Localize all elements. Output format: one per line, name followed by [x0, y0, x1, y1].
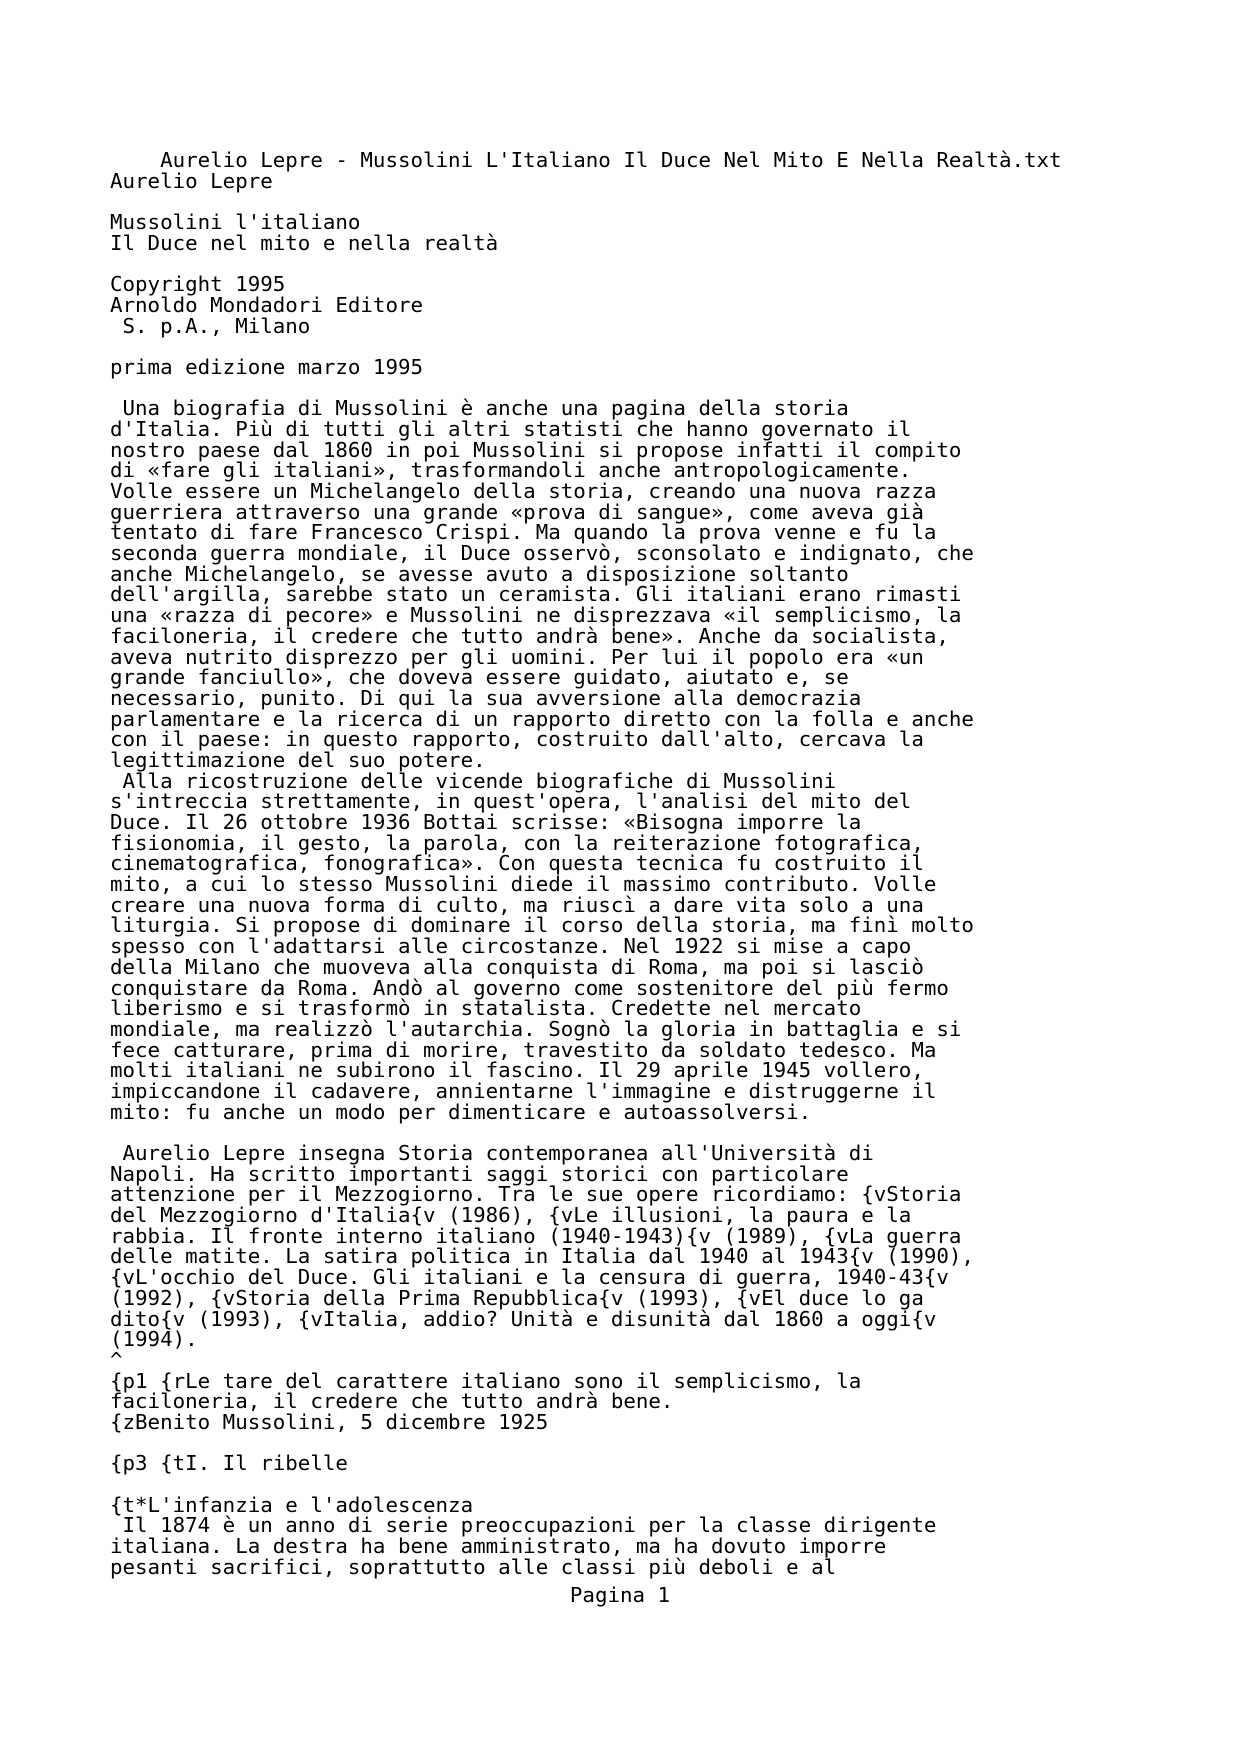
text-line: parlamentare e la ricerca di un rapporto diretto con la folla e anche	[110, 706, 974, 731]
text-line: {p3 {tI. Il ribelle	[110, 1451, 348, 1476]
text-line: creare una nuova forma di culto, ma riuscì a dare vita solo a una	[110, 892, 924, 917]
text-line: impiccandone il cadavere, annientarne l'immagine e distruggerne il	[110, 1078, 937, 1103]
text-line: Napoli. Ha scritto importanti saggi storici con particolare	[110, 1161, 849, 1186]
text-line: faciloneria, il credere che tutto andrà bene.	[110, 1389, 674, 1414]
text-line: d'Italia. Più di tutti gli altri statisti che hanno governato il	[110, 416, 912, 441]
text-line: Il 1874 è un anno di serie preoccupazioni per la classe dirigente	[110, 1513, 937, 1538]
text-line: prima edizione marzo 1995	[110, 354, 424, 379]
text-line: una «razza di pecore» e Mussolini ne disprezzava «il semplicismo, la	[110, 603, 962, 628]
text-line: necessario, punito. Di qui la sua avversione alla democrazia	[110, 685, 862, 710]
text-line: con il paese: in questo rapporto, costruito dall'alto, cercava la	[110, 727, 924, 752]
text-line: di «fare gli italiani», trasformandoli anche antropologicamente.	[110, 458, 912, 483]
text-line: guerriera attraverso una grande «prova di sangue», come aveva già	[110, 499, 924, 524]
text-line	[110, 378, 1062, 399]
text-line: Una biografia di Mussolini è anche una pagina della storia	[110, 396, 849, 421]
text-line: {zBenito Mussolini, 5 dicembre 1925	[110, 1409, 549, 1434]
text-line: seconda guerra mondiale, il Duce osservò, sconsolato e indignato, che	[110, 541, 974, 566]
text-line: tentato di fare Francesco Crispi. Ma quando la prova venne e fu la	[110, 520, 937, 545]
text-line: Copyright 1995	[110, 272, 286, 297]
text-line: molti italiani ne subirono il fascino. Il 29 aprile 1945 vollero,	[110, 1058, 924, 1083]
page-number: Pagina 1	[569, 1583, 671, 1607]
text-line: attenzione per il Mezzogiorno. Tra le sue opere ricordiamo: {vStoria	[110, 1182, 962, 1207]
text-line: Aurelio Lepre	[110, 168, 273, 193]
text-line	[110, 253, 1062, 274]
text-line: dell'argilla, sarebbe stato un ceramista. Gli italiani erano rimasti	[110, 582, 962, 607]
text-line: s'intreccia strettamente, in quest'opera, l'analisi del mito del	[110, 789, 912, 814]
document-text	[110, 150, 1062, 1577]
text-line: Aurelio Lepre - Mussolini L'Italiano Il Duce Nel Mito E Nella Realtà.txt	[110, 148, 1062, 172]
text-line: Alla ricostruzione delle vicende biografiche di Mussolini	[110, 768, 837, 793]
text-line: grande fanciullo», che doveva essere guidato, aiutato e, se	[110, 665, 849, 690]
text-line: mito, a cui lo stesso Mussolini diede il massimo contributo. Volle	[110, 872, 937, 897]
text-line: conquistare da Roma. Andò al governo come sostenitore del più fermo	[110, 975, 949, 1000]
text-line: (1992), {vStoria della Prima Repubblica{v (1993), {vEl duce lo ga	[110, 1285, 924, 1310]
text-line: {t*L'infanzia e l'adolescenza	[110, 1492, 474, 1517]
text-line: liberismo e si trasformò in statalista. Credette nel mercato	[110, 996, 862, 1021]
text-line: liturgia. Si propose di dominare il corso della storia, ma finì molto	[110, 913, 974, 938]
text-line: cinematografica, fonografica». Con questa tecnica fu costruito il	[110, 851, 924, 876]
text-line: italiana. La destra ha bene amministrato, ma ha dovuto imporre	[110, 1534, 887, 1559]
text-line: nostro paese dal 1860 in poi Mussolini si propose infatti il compito	[110, 437, 962, 462]
text-line: dito{v (1993), {vItalia, addio? Unità e disunità dal 1860 a oggi{v	[110, 1306, 937, 1331]
text-line: fisionomia, il gesto, la parola, con la reiterazione fotografica,	[110, 830, 924, 855]
text-line: Duce. Il 26 ottobre 1936 Bottai scrisse: «Bisogna imporre la	[110, 810, 862, 834]
text-line: {p1 {rLe tare del carattere italiano sono il semplicismo, la	[110, 1368, 862, 1393]
text-line: (1994).	[110, 1327, 198, 1352]
text-line: spesso con l'adattarsi alle circostanze. Nel 1922 si mise a capo	[110, 934, 912, 959]
text-line: Mussolini l'italiano	[110, 210, 361, 235]
text-line	[110, 336, 1062, 357]
text-line: legittimazione del suo potere.	[110, 747, 486, 772]
text-line: mondiale, ma realizzò l'autarchia. Sognò la gloria in battaglia e si	[110, 1016, 962, 1041]
text-line: aveva nutrito disprezzo per gli uomini. Per lui il popolo era «un	[110, 644, 924, 669]
text-line: Il Duce nel mito e nella realtà	[110, 230, 499, 255]
text-line: del Mezzogiorno d'Italia{v (1986), {vLe illusioni, la paura e la	[110, 1203, 912, 1228]
text-line: rabbia. Il fronte interno italiano (1940-1943){v (1989), {vLa guerra	[110, 1223, 962, 1248]
text-line: Volle essere un Michelangelo della storia, creando una nuova razza	[110, 479, 937, 503]
text-line	[110, 1433, 1062, 1454]
text-line: faciloneria, il credere che tutto andrà bene». Anche da socialista,	[110, 623, 949, 648]
text-line	[110, 1122, 1062, 1143]
text-line: della Milano che muoveva alla conquista di Roma, ma poi si lasciò	[110, 954, 924, 979]
text-line: pesanti sacrifici, soprattutto alle classi più deboli e al	[110, 1554, 837, 1579]
text-line: anche Michelangelo, se avesse avuto a disposizione soltanto	[110, 561, 849, 586]
text-line: fece catturare, prima di morire, travestito da soldato tedesco. Ma	[110, 1037, 937, 1062]
text-line: S. p.A., Milano	[110, 313, 311, 338]
text-line: {vL'occhio del Duce. Gli italiani e la censura di guerra, 1940-43{v	[110, 1265, 949, 1290]
text-line: Aurelio Lepre insegna Storia contemporanea all'Università di	[110, 1141, 874, 1165]
text-line: mito: fu anche un modo per dimenticare e autoassolversi.	[110, 1099, 812, 1124]
text-line	[110, 191, 1062, 212]
text-line: delle matite. La satira politica in Italia dal 1940 al 1943{v (1990),	[110, 1244, 974, 1269]
text-line: Arnoldo Mondadori Editore	[110, 292, 424, 317]
text-line	[110, 1474, 1062, 1495]
text-line: ^	[110, 1347, 123, 1372]
